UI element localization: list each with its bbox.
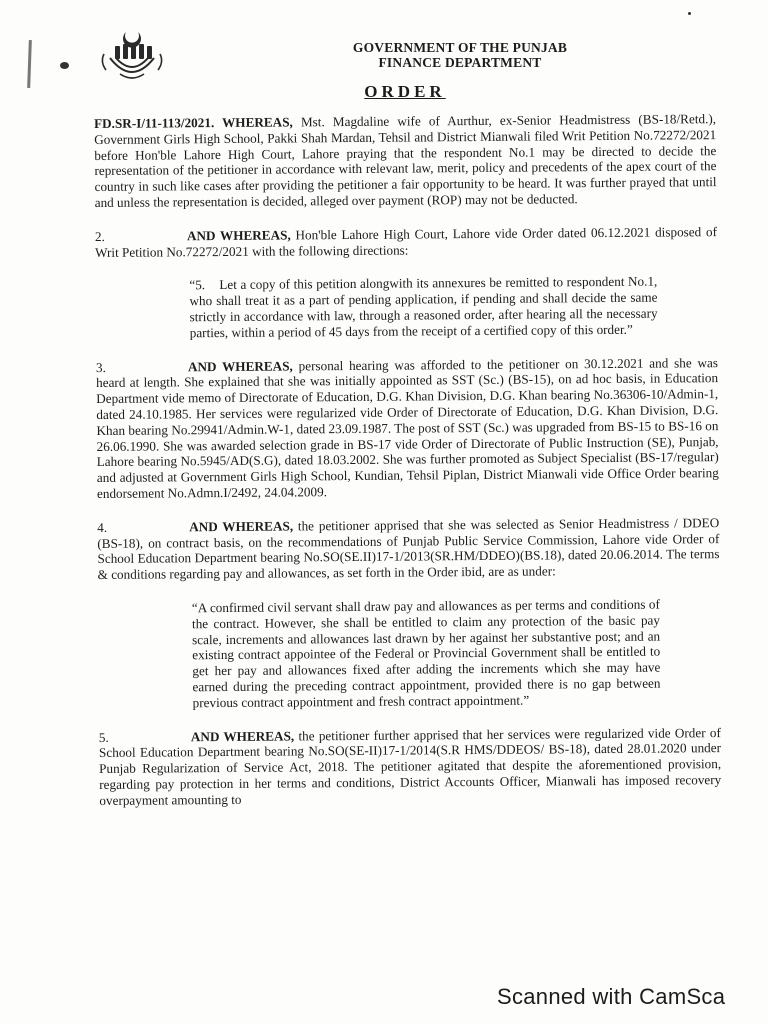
government-title: GOVERNMENT OF THE PUNJAB: [352, 40, 568, 55]
quote-number: “5.: [189, 277, 206, 293]
quote-text: Let a copy of this petition alongwith its annexures be remitted to respondent No.1, who shall treat it as a part of pending application, if pending and shall decide the same strictly in accordance with law, through a reasoned order, after hearing all the necessary parties, within a period of 45 days from the receipt of a certified copy of this order.”: [189, 273, 658, 341]
paragraph-number: 4.: [97, 519, 108, 535]
court-direction-quote: [189, 274, 657, 341]
quote-text: “A confirmed civil servant shall draw pay and allowances as per terms and conditions of the contract. However, she shall be entitled to claim any protection of the basic pay scale, increments and allowances last drawn by her against her substantive post; and an existing contract appointee of the Federal or Provincial Government shall be entitled to get her pay and allowances fixed after adding the increments which she may have earned during the preceding contract appointment, provided there is no gap between previous contract appointment and fresh contract appointment.”: [191, 596, 661, 710]
paragraph-2: [95, 224, 717, 260]
punjab-emblem-icon: [96, 24, 168, 84]
scanner-watermark: Scanned with CamSca: [497, 984, 726, 1009]
paragraph-4: [97, 515, 719, 583]
margin-pen-mark: [27, 40, 32, 88]
paragraph-number: 2.: [94, 228, 105, 244]
document-header: [300, 40, 620, 70]
paragraph-1: [94, 111, 717, 211]
paragraph-number: 5.: [98, 729, 109, 745]
paragraph-lead: AND WHEREAS,: [186, 227, 291, 244]
paragraph-text: the petitioner further apprised that her services were regularized vide Order of School Education Department bearing No.SO(SE-II)17-1/2014(S.R HMS/DDEOS/ BS-18), dated 28.01.2020 under Punjab Regularization of Service Act, 2018. The petitioner agitated that despite the aforementioned provision, regarding pay protection in her terms and conditions, District Accounts Officer, Mianwali has imposed recovery overpayment amounting to: [98, 724, 722, 808]
paragraph-lead: AND WHEREAS,: [187, 358, 293, 374]
paragraph-text: Hon'ble Lahore High Court, Lahore vide Order dated 06.12.2021 disposed of Writ Petition No.72272/2021 with the following directions:: [95, 223, 717, 260]
department-title: FINANCE DEPARTMENT: [378, 55, 542, 70]
corner-ink-dot: [688, 12, 691, 15]
paragraph-5: [99, 725, 722, 809]
paragraph-lead: AND WHEREAS,: [190, 727, 295, 744]
pay-terms-quote: [192, 596, 661, 710]
paragraph-3: [96, 355, 719, 502]
paragraph-text: Mst. Magdaline wife of Aurthur, ex-Senior Headmistress (BS-18/Retd.), Government Girls High School, Pakki Shah Mardan, Tehsil and District Mianwali filed Writ Petition No.72272/2021 before Hon'ble Lahore High Court, Lahore praying that the respondent No.1 may be directed to decide the representation of the petitioner in accordance with relevant law, merit, policy and precedents of the apex court of the country in such like cases after providing the petitioner a fair opportunity to be heard. It was further prayed that until and unless the representation is decided, alleged over payment (ROP) may not be deducted.: [94, 111, 717, 210]
paragraph-text: the petitioner apprised that she was selected as Senior Headmistress / DDEO (BS-18), on contract basis, on the recommendations of Punjab Public Service Commission, Lahore vide Order of School Education Department bearing No.SO(SE.II)17-1/2013(SR.HM/DDEO)(BS.18), dated 20.06.2014. The terms & conditions regarding pay and allowances, as set forth in the Order ibid, are as under:: [97, 514, 720, 583]
order-title: ORDER: [364, 82, 446, 101]
paragraph-number: 3.: [95, 359, 106, 375]
paragraph-lead: AND WHEREAS,: [189, 518, 294, 534]
margin-ink-dot: [60, 62, 69, 69]
document-body: [94, 111, 722, 826]
reference-lead: FD.SR-I/11-113/2021. WHEREAS,: [94, 114, 293, 131]
paragraph-text: personal hearing was afforded to the petitioner on 30.12.2021 and she was heard at length. She explained that she was initially appointed as SST (Sc.) (BS-15), on ad hoc basis, in Education Department vide memo of Directorate of Education, D.G. Khan Division, D.G. Khan bearing No.36306-10/Admin-1, dated 24.10.1985. Her services were regularized vide Order of Directorate of Education, D.G. Khan Division, D.G. Khan bearing No.29941/Admin.W-1, dated 23.09.1987. The post of SST (Sc.) was upgraded from BS-15 to BS-16 on 26.06.1990. She was awarded selection grade in BS-17 vide Order of Directorate of Public Instruction (SE), Punjab, Lahore bearing No.5945/AD(S.G), dated 18.03.2002. She was further promoted as Subject Specialist (BS-17/regular) and adjusted at Government Girls High School, Kundian, Tehsil Piplan, District Mianwali vide Office Order bearing endorsement No.Admn.I/2492, 24.04.2009.: [96, 354, 719, 501]
